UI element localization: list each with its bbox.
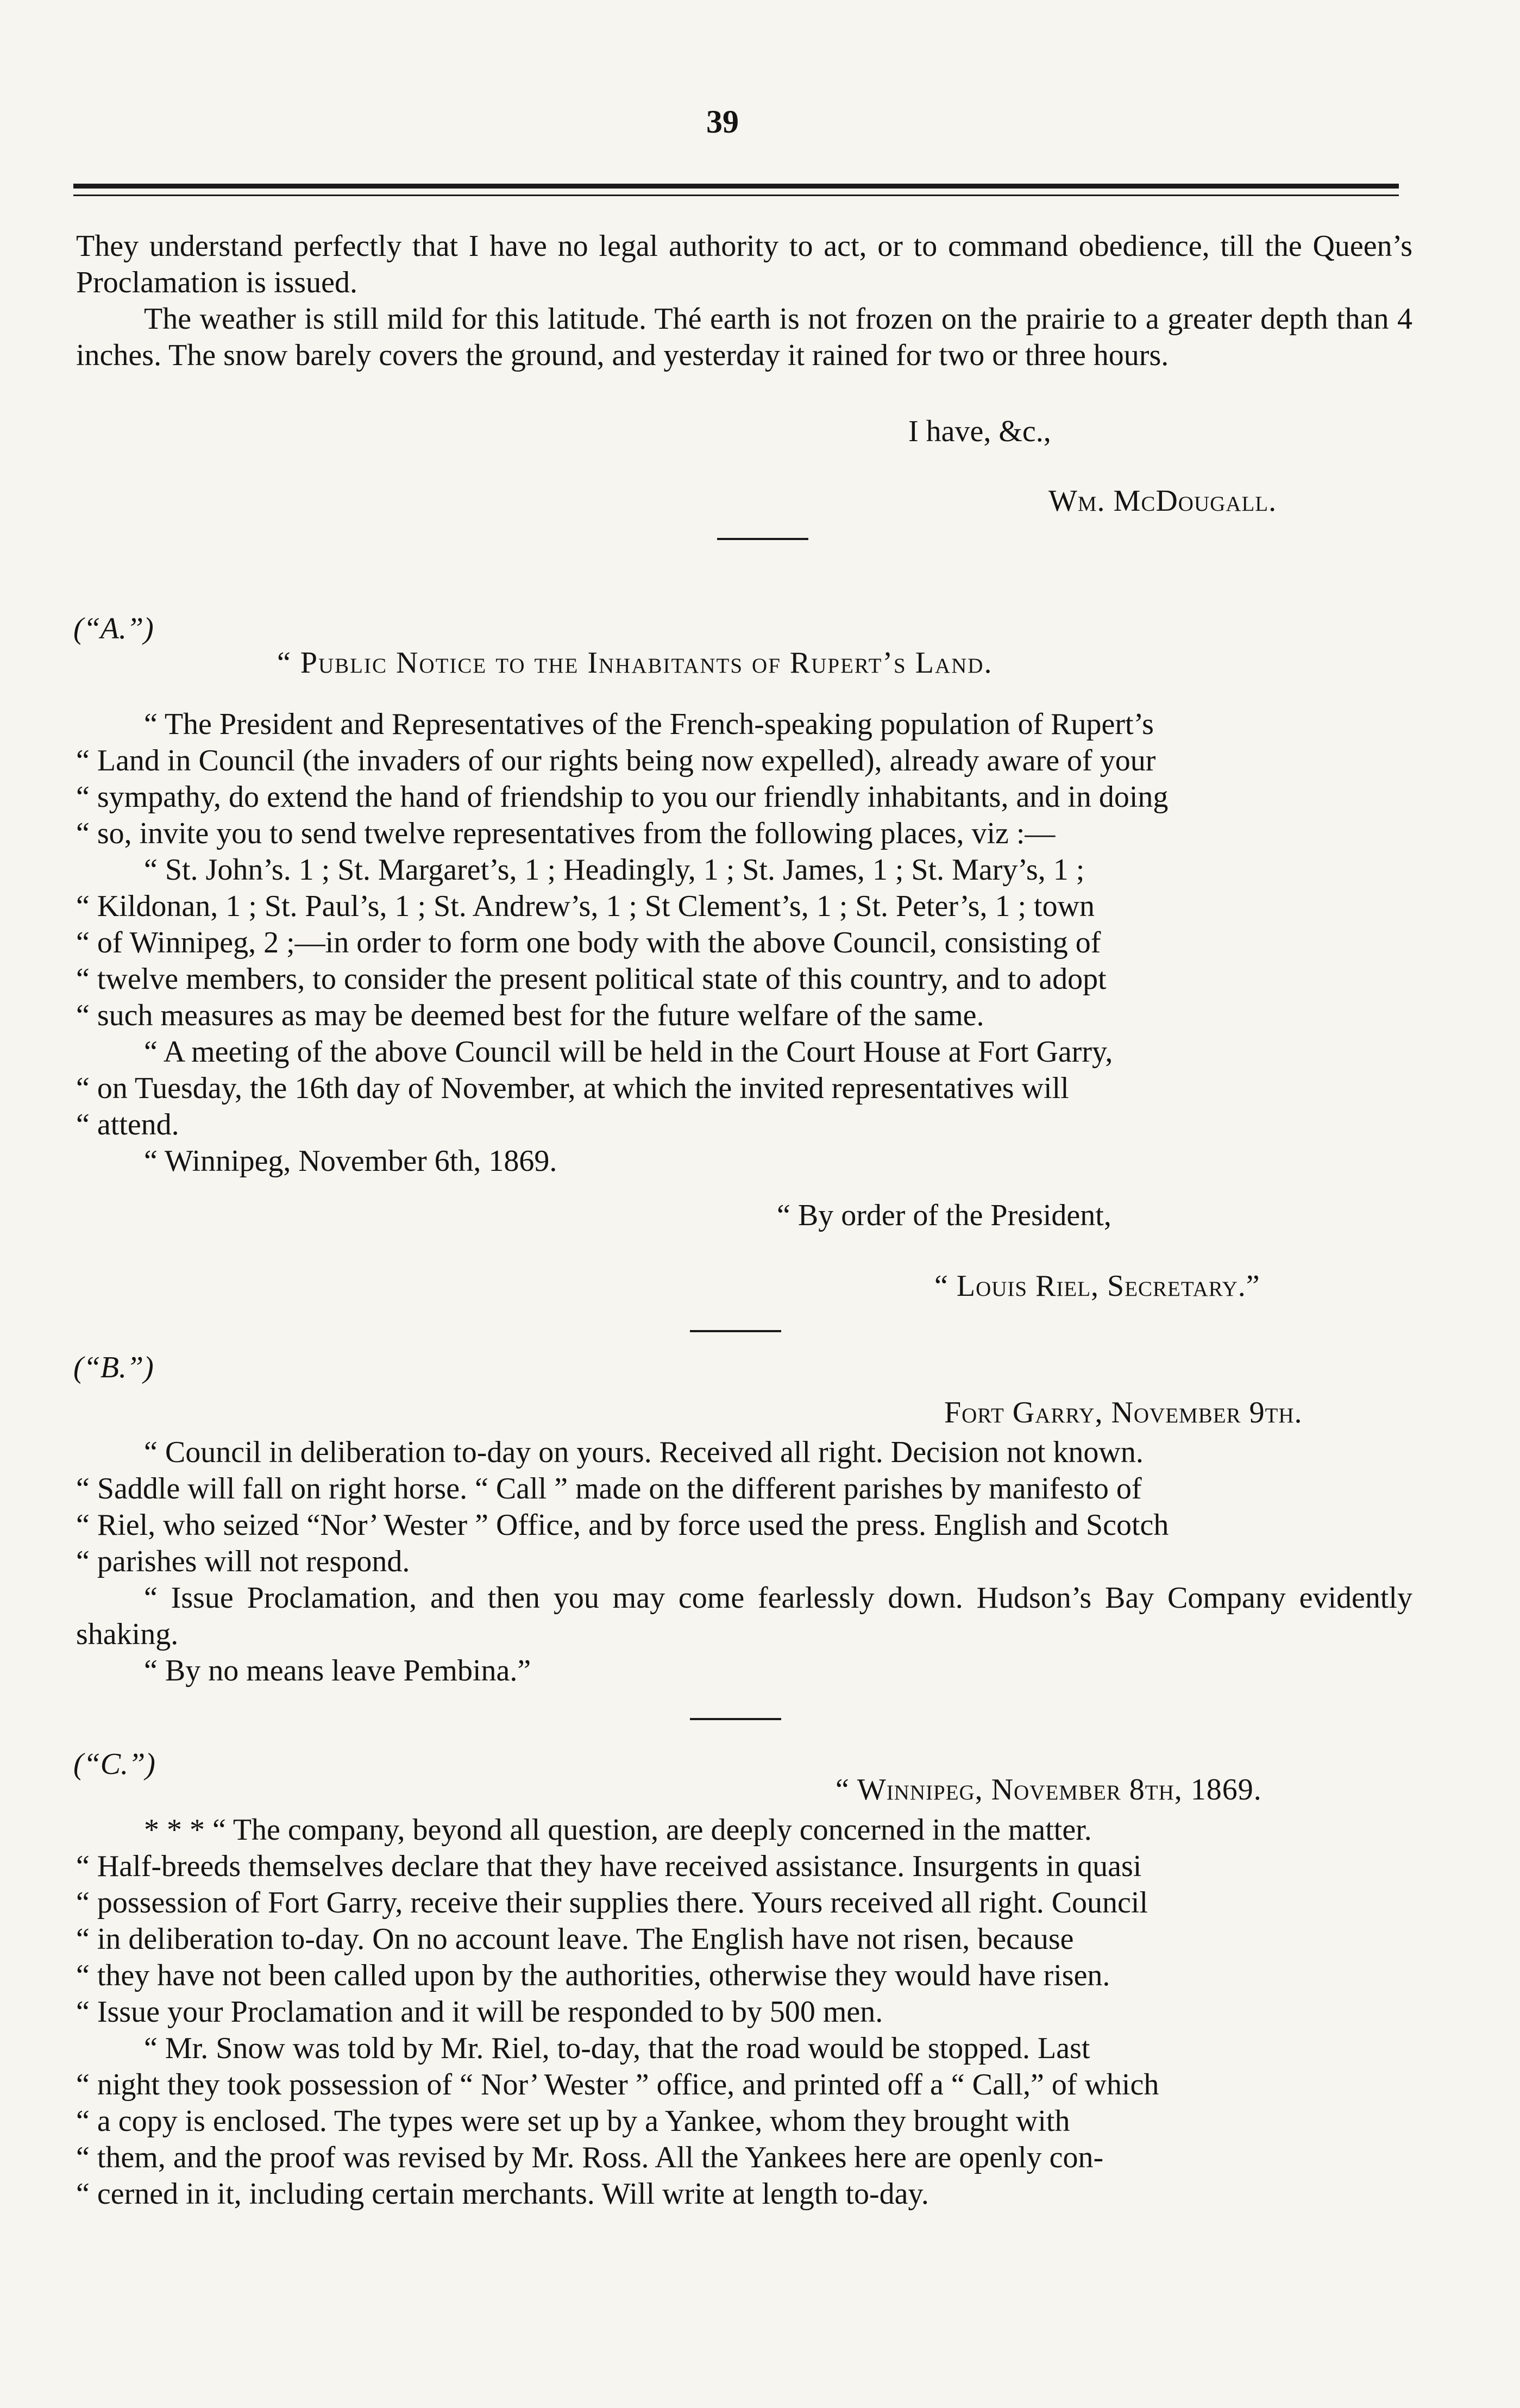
letter-paragraph-2: The weather is still mild for this latitude. Thé earth is not frozen on the prairie to a greater depth than 4 inches. The snow barely covers the ground, and yesterday it rained for two or three hours. [76,302,1412,372]
telegram-line: “ parishes will not respond. [76,1545,410,1578]
section-c-body [76,1812,1412,2212]
letter-line: “ Issue your Proclamation and it will be responded to by 500 men. [76,1995,883,2029]
page-number: 39 [706,104,739,140]
notice-line: “ A meeting of the above Council will be held in the Court House at Fort Garry, [144,1035,1113,1069]
section-a-mark: (“A.”) [73,612,154,645]
notice-by-order: “ By order of the President, [777,1199,1111,1232]
letter-closing: I have, &c., [908,415,1051,448]
section-b-mark: (“B.”) [73,1351,154,1384]
letter-signature: Wm. McDougall. [1048,484,1277,518]
notice-line: “ such measures as may be deemed best for the future welfare of the same. [76,999,984,1032]
notice-line: “ Kildonan, 1 ; St. Paul’s, 1 ; St. Andrew’s, 1 ; St Clement’s, 1 ; St. Peter’s, 1 ; town [76,889,1095,923]
letter-line: “ cerned in it, including certain merchants. Will write at length to-day. [76,2177,929,2211]
section-separator [690,1718,781,1720]
section-a-body [76,706,1412,1180]
letter-line: “ in deliberation to-day. On no account leave. The English have not risen, because [76,1922,1074,1956]
notice-line: “ so, invite you to send twelve representatives from the following places, viz :— [76,817,1056,850]
section-b-dateline: Fort Garry, November 9th. [944,1396,1303,1429]
header-rule [73,184,1399,189]
section-c-mark: (“C.”) [73,1747,155,1781]
telegram-line: “ Council in deliberation to-day on yours. Received all right. Decision not known. [144,1435,1144,1469]
telegram-paragraph: “ Issue Proclamation, and then you may come fearlessly down. Hudson’s Bay Company evidently shaking. [76,1581,1412,1651]
letter-paragraph-1: They understand perfectly that I have no legal authority to act, or to command obedience, till the Queen’s Proclamation is issued. [76,229,1412,299]
section-b-body [76,1434,1412,1689]
section-c-dateline [836,1772,1262,1807]
letter-line: “ a copy is enclosed. The types were set up by a Yankee, whom they brought with [76,2104,1070,2138]
letter-line: “ Mr. Snow was told by Mr. Riel, to-day, that the road would be stopped. Last [144,2031,1090,2065]
letter-line: * * * “ The company, beyond all question, are deeply concerned in the matter. [144,1813,1092,1847]
notice-line: “ attend. [76,1108,179,1142]
notice-signature: “ Louis Riel, Secretary.” [934,1269,1260,1303]
letter-line: “ possession of Fort Garry, receive their supplies there. Yours received all right. Council [76,1886,1148,1920]
notice-line: “ St. John’s. 1 ; St. Margaret’s, 1 ; Headingly, 1 ; St. James, 1 ; St. Mary’s, 1 ; [144,853,1085,887]
telegram-paragraph: “ By no means leave Pembina.” [144,1654,531,1688]
section-c-dateline-text: “ Winnipeg, November 8th, 1869. [836,1773,1262,1807]
notice-line: “ The President and Representatives of the French-speaking population of Rupert’s [144,707,1154,741]
telegram-line: “ Riel, who seized “Nor’ Wester ” Office, and by force used the press. English and Scotch [76,1508,1169,1542]
telegram-line: “ Saddle will fall on right horse. “ Call ” made on the different parishes by manifesto of [76,1472,1142,1506]
notice-line: “ Land in Council (the invaders of our rights being now expelled), already aware of your [76,744,1156,777]
section-separator [690,1330,781,1332]
header-rule-thin [73,195,1399,196]
notice-date-line: “ Winnipeg, November 6th, 1869. [144,1144,557,1178]
notice-line: “ on Tuesday, the 16th day of November, at which the invited representatives will [76,1071,1069,1105]
letter-line: “ night they took possession of “ Nor’ Wester ” office, and printed off a “ Call,” of which [76,2068,1159,2102]
notice-line: “ sympathy, do extend the hand of friendship to you our friendly inhabitants, and in doing [76,780,1169,814]
section-a-heading: “ Public Notice to the Inhabitants of Rupert’s Land. [277,646,993,680]
notice-line: “ twelve members, to consider the present political state of this country, and to adopt [76,962,1107,996]
letter-line: “ Half-breeds themselves declare that they have received assistance. Insurgents in quasi [76,1849,1142,1883]
letter-body [76,228,1412,374]
section-separator [717,538,808,540]
notice-line: “ of Winnipeg, 2 ;—in order to form one body with the above Council, consisting of [76,926,1101,960]
letter-line: “ they have not been called upon by the authorities, otherwise they would have risen. [76,1959,1110,1992]
letter-line: “ them, and the proof was revised by Mr. Ross. All the Yankees here are openly con- [76,2141,1104,2174]
